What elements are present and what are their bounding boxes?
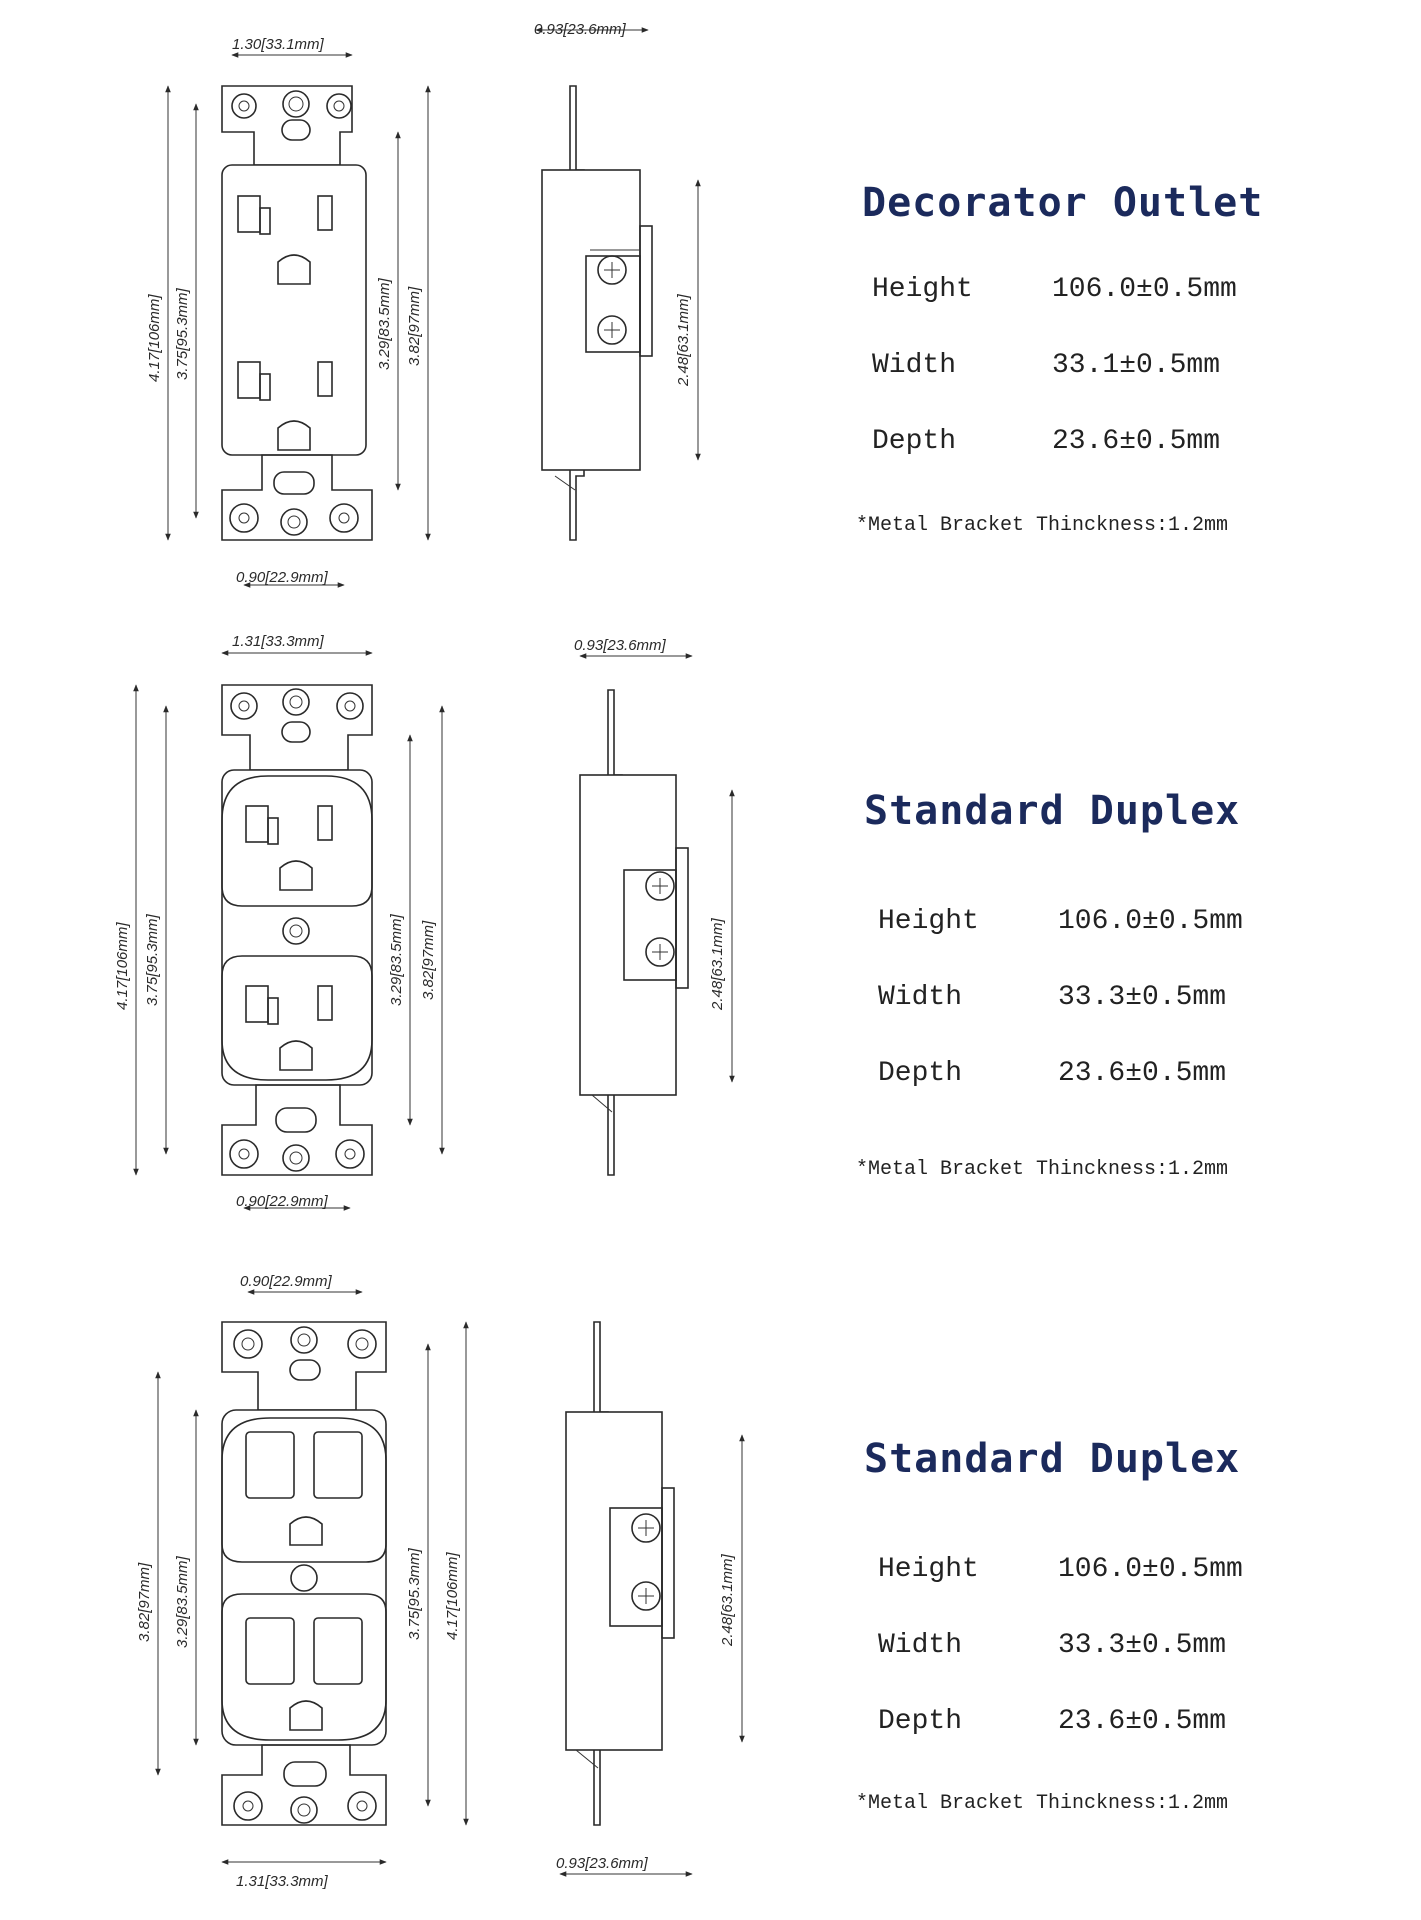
spec-value: 23.6±0.5mm [1052, 426, 1221, 457]
duplex-side-view [580, 656, 732, 1175]
dim-label: 2.48[63.1mm] [719, 1554, 736, 1646]
dim-label: 0.93[23.6mm] [556, 1855, 648, 1872]
spec-label: Width [872, 350, 957, 381]
spec-label: Height [878, 1554, 979, 1585]
dim-label: 0.93[23.6mm] [534, 21, 626, 38]
dim-label: 0.90[22.9mm] [240, 1273, 332, 1290]
dim-label: 3.82[97mm] [136, 1562, 153, 1642]
spec-value: 23.6±0.5mm [1058, 1058, 1227, 1089]
spec-note: *Metal Bracket Thinckness:1.2mm [856, 514, 1229, 537]
spec-note: *Metal Bracket Thinckness:1.2mm [856, 1158, 1229, 1181]
spec-value: 33.3±0.5mm [1058, 1630, 1227, 1661]
spec-note: *Metal Bracket Thinckness:1.2mm [856, 1792, 1229, 1815]
dim-label: 3.75[95.3mm] [406, 1548, 423, 1640]
spec-value: 23.6±0.5mm [1058, 1706, 1227, 1737]
dim-label: 3.29[83.5mm] [388, 914, 405, 1006]
spec-label: Depth [872, 426, 957, 457]
dim-label: 4.17[106mm] [114, 922, 131, 1010]
spec-label: Depth [878, 1706, 963, 1737]
dim-label: 0.90[22.9mm] [236, 569, 328, 586]
spec-label: Depth [878, 1058, 963, 1089]
dim-label: 3.29[83.5mm] [174, 1556, 191, 1648]
section-title: Standard Duplex [864, 788, 1241, 834]
spec-label: Width [878, 982, 963, 1013]
dim-label: 3.75[95.3mm] [174, 288, 191, 380]
decorator-side-view [536, 30, 698, 540]
spec-value: 106.0±0.5mm [1058, 906, 1243, 937]
dim-label: 3.75[95.3mm] [144, 914, 161, 1006]
dim-label: 4.17[106mm] [146, 294, 163, 382]
dim-label: 3.29[83.5mm] [376, 278, 393, 370]
dim-label: 1.31[33.3mm] [232, 633, 324, 650]
spec-value: 33.3±0.5mm [1058, 982, 1227, 1013]
dim-label: 0.90[22.9mm] [236, 1193, 328, 1210]
spec-label: Height [872, 274, 973, 305]
dim-label: 2.48[63.1mm] [675, 294, 692, 386]
spec-label: Width [878, 1630, 963, 1661]
dim-label: 1.30[33.1mm] [232, 36, 324, 53]
spec-label: Height [878, 906, 979, 937]
spec-value: 33.1±0.5mm [1052, 350, 1221, 381]
duplex2-side-view [560, 1322, 742, 1874]
dim-label: 1.31[33.3mm] [236, 1873, 328, 1890]
dim-label: 3.82[97mm] [406, 286, 423, 366]
spec-value: 106.0±0.5mm [1052, 274, 1237, 305]
section-title: Standard Duplex [864, 1436, 1241, 1482]
spec-value: 106.0±0.5mm [1058, 1554, 1243, 1585]
dim-label: 2.48[63.1mm] [709, 918, 726, 1010]
dim-label: 0.93[23.6mm] [574, 637, 666, 654]
dim-label: 4.17[106mm] [444, 1552, 461, 1640]
section-title: Decorator Outlet [862, 180, 1264, 226]
dim-label: 3.82[97mm] [420, 920, 437, 1000]
